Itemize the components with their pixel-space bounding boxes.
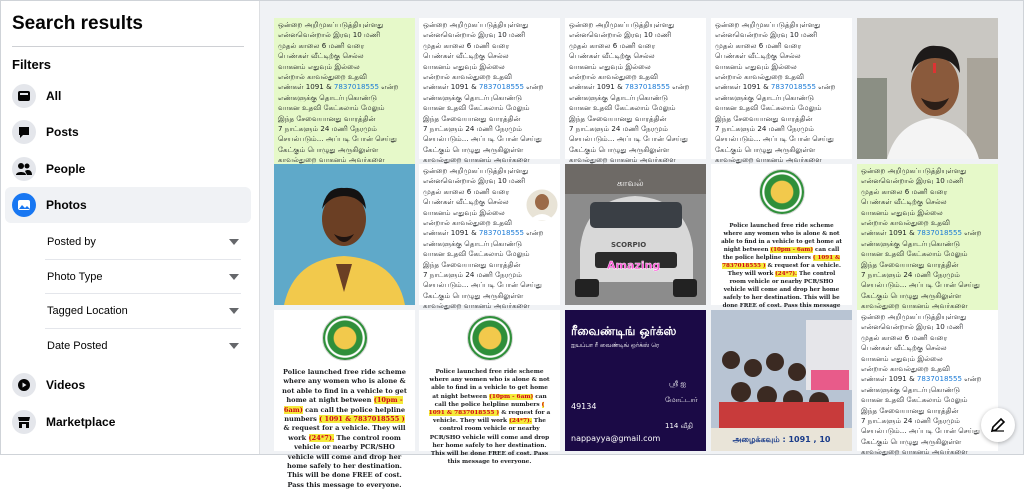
post-text-image: ஒன்றை அறிமுகப்படுத்தியுள்ளது என்னவென்றால் இரவு 10 மணி முதல் காலை 6 மணி வரை பெண்கள் வீட்டிற்கு செல்ல வாகனம் எதுவும் இல்லை என்றால் காவல்துறை உதவி எண்கள் 1091 & 7837018555 என்ற எண்களுக்கு தொடர்புகொண்டு வாகன உதவி கேட்கலாம் மேலும் இந்த சேவையானது வாரத்தின் 7 நாட்களும் 24 மணி நேரமும் செயல்படும்... அப்படி போன் செய்து கேட்கும் பொழுது அருகிலுள்ள காவல்துறை வாகனம் அவர்களை — [569, 20, 690, 165]
nav-item-photos[interactable] — [5, 187, 251, 223]
filter-tagged-location[interactable] — [41, 298, 245, 324]
post-english-text: Police launched free ride scheme where any women who is alone & not able to find in a vehicle to get home at night between (10pm - 6am) can call the police helpline numbers ( 1091 & 7837018555 ) & request for a vehicle. They will work (24*7). The control room vehicle or nearby PCR/SHO vehicle will come and drop her home safely to her destination. This will be done FREE of cost. Pass this message — [721, 223, 842, 309]
new-message-button[interactable] — [981, 408, 1015, 442]
nav-label: Videos — [46, 378, 86, 392]
photo-result[interactable] — [419, 164, 560, 311]
all-results-icon — [12, 84, 36, 108]
nav-label: Photos — [46, 198, 87, 212]
nav-item-all[interactable] — [5, 78, 251, 114]
divider — [45, 259, 241, 260]
photos-icon — [12, 193, 36, 217]
people-icon — [12, 157, 36, 181]
photo-result[interactable] — [565, 164, 706, 305]
filter-label: Photo Type — [47, 271, 103, 283]
banner-title: ரீவைண்டிங் ஒர்க்ஸ் — [571, 324, 677, 338]
caret-down-icon — [229, 343, 239, 349]
crowd-photo — [711, 310, 852, 428]
banner-phone: 49134 — [571, 402, 597, 411]
search-sidebar — [1, 1, 260, 454]
car-caption-text: Amazing — [607, 259, 661, 272]
man-portrait-photo — [857, 18, 998, 159]
photo-result[interactable] — [274, 164, 415, 305]
photo-result[interactable] — [274, 18, 415, 165]
photo-result[interactable] — [565, 310, 706, 451]
post-text-image: ஒன்றை அறிமுகப்படுத்தியுள்ளது என்னவென்றால் இரவு 10 மணி முதல் காலை 6 மணி வரை பெண்கள் வீட்டிற்கு செல்ல வாகனம் எதுவும் இல்லை என்றால் காவல்துறை உதவி எண்கள் 1091 & 7837018555 என்ற எண்களுக்கு தொடர்புகொண்டு வாகன உதவி கேட்கலாம் மேலும் இந்த சேவையானது வாரத்தின் 7 நாட்களும் 24 மணி நேரமும் செயல்படும்... அப்படி போன் செய்து கேட்கும் பொழுது அருகிலுள்ள காவல்துறை வாகனம் அவர்களை — [861, 312, 982, 457]
photo-result[interactable] — [419, 18, 560, 165]
crowd-caption: அழைக்கவும் : 1091 , 10 — [711, 428, 852, 451]
photo-result[interactable] — [419, 310, 560, 466]
photo-result[interactable] — [857, 18, 998, 159]
man-greeting-photo — [274, 164, 415, 305]
nav-item-marketplace[interactable] — [5, 404, 251, 440]
photo-result[interactable] — [857, 310, 998, 457]
police-car-photo — [565, 164, 706, 305]
car-banner-text: காவல் — [617, 179, 644, 189]
photo-results-grid — [263, 1, 1015, 489]
caret-down-icon — [229, 274, 239, 280]
photo-result[interactable] — [711, 18, 852, 165]
divider — [12, 46, 244, 47]
tn-govt-emblem-icon — [467, 315, 513, 361]
filters-heading: Filters — [12, 57, 52, 72]
banner-email: nappayya@gmail.com — [571, 434, 661, 443]
filter-label: Posted by — [47, 236, 96, 248]
filter-label: Date Posted — [47, 340, 108, 352]
nav-label: Posts — [46, 125, 79, 139]
banner-subtitle: ஐயப்பா ரீ வைண்டிங் ஒர்க்ஸ் ரெ — [571, 342, 660, 349]
photo-result[interactable] — [711, 310, 852, 451]
page-title: Search results — [12, 13, 143, 34]
photo-result[interactable] — [274, 310, 415, 489]
post-text-image: ஒன்றை அறிமுகப்படுத்தியுள்ளது என்னவென்றால் இரவு 10 மணி முதல் காலை 6 மணி வரை பெண்கள் வீட்டிற்கு செல்ல வாகனம் எதுவும் இல்லை என்றால் காவல்துறை உதவி எண்கள் 1091 & 7837018555 என்ற எண்களுக்கு தொடர்புகொண்டு வாகன உதவி கேட்கலாம் மேலும் இந்த சேவையானது வாரத்தின் 7 நாட்களும் 24 மணி நேரமும் செயல்படும்... அப்படி போன் செய்து கேட்கும் பொழுது அருகிலுள்ள காவல்துறை வாகனம் அவர்களை — [857, 164, 998, 314]
photo-result[interactable] — [857, 164, 998, 311]
caret-down-icon — [229, 308, 239, 314]
post-text-image: ஒன்றை அறிமுகப்படுத்தியுள்ளது என்னவென்றால் இரவு 10 மணி முதல் காலை 6 மணி வரை பெண்கள் வீட்டிற்கு செல்ல வாகனம் எதுவும் இல்லை என்றால் காவல்துறை உதவி எண்கள் 1091 & 7837018555 என்ற எண்களுக்கு தொடர்புகொண்டு வாகன உதவி கேட்கலாம் மேலும் இந்த சேவையானது வாரத்தின் 7 நாட்களும் 24 மணி நேரமும் செயல்படும்... அப்படி போன் செய்து கேட்கும் பொழுது அருகிலுள்ள காவல்துறை வாகனம் அவர்களை — [715, 20, 836, 165]
post-text-image: ஒன்றை அறிமுகப்படுத்தியுள்ளது என்னவென்றால் இரவு 10 மணி முதல் காலை 6 மணி வரை பெண்கள் வீட்டிற்கு செல்ல வாகனம் எதுவும் இல்லை என்றால் காவல்துறை உதவி எண்கள் 1091 & 7837018555 என்ற எண்களுக்கு தொடர்புகொண்டு வாகன உதவி கேட்கலாம் மேலும் இந்த சேவையானது வாரத்தின் 7 நாட்களும் 24 மணி நேரமும் செயல்படும்... அப்படி போன் செய்து கேட்கும் பொழுது அருகிலுள்ள காவல்துறை வாகனம் அவர்களை — [423, 166, 544, 311]
post-text-image: ஒன்றை அறிமுகப்படுத்தியுள்ளது என்னவென்றால் இரவு 10 மணி முதல் காலை 6 மணி வரை பெண்கள் வீட்டிற்கு செல்ல வாகனம் எதுவும் இல்லை என்றால் காவல்துறை உதவி எண்கள் 1091 & 7837018555 என்ற எண்களுக்கு தொடர்புகொண்டு வாகன உதவி கேட்கலாம் மேலும் இந்த சேவையானது வாரத்தின் 7 நாட்களும் 24 மணி நேரமும் செயல்படும்... அப்படி போன் செய்து கேட்கும் பொழுது அருகிலுள்ள காவல்துறை வாகனம் அவர்களை — [274, 18, 415, 168]
nav-label: People — [46, 162, 86, 176]
videos-icon — [12, 373, 36, 397]
nav-label: All — [46, 89, 62, 103]
banner-line: மோட்டார் — [665, 396, 698, 404]
divider — [45, 328, 241, 329]
post-text-image: ஒன்றை அறிமுகப்படுத்தியுள்ளது என்னவென்றால் இரவு 10 மணி முதல் காலை 6 மணி வரை பெண்கள் வீட்டிற்கு செல்ல வாகனம் எதுவும் இல்லை என்றால் காவல்துறை உதவி எண்கள் 1091 & 7837018555 என்ற எண்களுக்கு தொடர்புகொண்டு வாகன உதவி கேட்கலாம் மேலும் இந்த சேவையானது வாரத்தின் 7 நாட்களும் 24 மணி நேரமும் செயல்படும்... அப்படி போன் செய்து கேட்கும் பொழுது அருகிலுள்ள காவல்துறை வாகனம் அவர்களை — [423, 20, 544, 165]
divider — [45, 293, 241, 294]
post-english-text: Police launched free ride scheme where any women who is alone & not able to find in a vehicle to get home at night between (10pm - 6am) can call the police helpline numbers ( 1091 & 7837018555 ) & request for a vehicle. They will work (24*7). The control room vehicle or nearby PCR/SHO vehicle will come and drop her home safely to her destination. This will be done FREE of cost. Pass this message to everyone. — [428, 369, 551, 466]
filter-label: Tagged Location — [47, 305, 128, 317]
nav-item-videos[interactable] — [5, 367, 251, 403]
posts-icon — [12, 120, 36, 144]
tn-govt-emblem-icon — [759, 169, 805, 215]
filter-date-posted[interactable] — [41, 333, 245, 359]
banner-line: ஸ்ரீ ஐ — [669, 380, 686, 388]
nav-item-posts[interactable] — [5, 114, 251, 150]
caret-down-icon — [229, 239, 239, 245]
tn-govt-emblem-icon — [322, 315, 368, 361]
marketplace-icon — [12, 410, 36, 434]
compose-icon — [990, 417, 1006, 433]
profile-inset-photo — [525, 188, 559, 222]
post-english-text: Police launched free ride scheme where any women who is alone & not able to find in a vehicle to get home at night between (10pm - 6am) can call the police helpline numbers ( 1091 & 7837018555 ) & request for a vehicle. They will work (24*7). The control room vehicle or nearby PCR/SHO vehicle will come and drop her home safely to her destination. This will be done FREE of cost. Pass this message to everyone. — [282, 368, 407, 489]
filter-posted-by[interactable] — [41, 229, 245, 255]
filter-photo-type[interactable] — [41, 264, 245, 290]
nav-item-people[interactable] — [5, 151, 251, 187]
nav-label: Marketplace — [46, 415, 116, 429]
car-brand-text: SCORPIO — [611, 241, 647, 249]
photo-result[interactable] — [711, 164, 852, 309]
banner-line: 114 வீதி — [665, 422, 694, 430]
photo-result[interactable] — [565, 18, 706, 165]
